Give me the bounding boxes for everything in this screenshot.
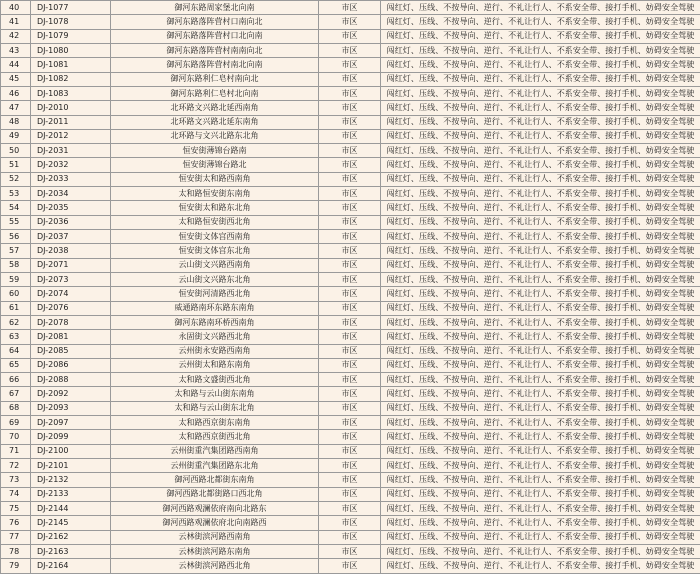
district-cell: 市区 (319, 129, 381, 143)
camera-code-cell: DJ-2078 (31, 315, 111, 329)
violation-types-cell: 闯红灯、压线、不按导向、逆行、不礼让行人、不系安全带、接打手机、妨碍安全驾驶 (381, 487, 700, 501)
district-cell: 市区 (319, 272, 381, 286)
location-cell: 御河东路落阵营村口南向北 (111, 15, 319, 29)
table-row (1, 473, 700, 487)
row-number-cell: 75 (1, 501, 31, 515)
row-number-cell: 61 (1, 301, 31, 315)
table-row (1, 401, 700, 415)
camera-code-cell: DJ-2011 (31, 115, 111, 129)
district-cell: 市区 (319, 344, 381, 358)
location-cell: 恒安街太和路西南角 (111, 172, 319, 186)
violation-types-cell: 闯红灯、压线、不按导向、逆行、不礼让行人、不系安全带、接打手机、妨碍安全驾驶 (381, 301, 700, 315)
location-cell: 御河西路观澜依府南向北路东 (111, 501, 319, 515)
row-number-cell: 56 (1, 230, 31, 244)
table-row (1, 459, 700, 473)
violation-types-cell: 闯红灯、压线、不按导向、逆行、不礼让行人、不系安全带、接打手机、妨碍安全驾驶 (381, 230, 700, 244)
camera-code-cell: DJ-2038 (31, 244, 111, 258)
location-cell: 恒安街文体宫东北角 (111, 244, 319, 258)
row-number-cell: 67 (1, 387, 31, 401)
violation-types-cell: 闯红灯、压线、不按导向、逆行、不礼让行人、不系安全带、接打手机、妨碍安全驾驶 (381, 373, 700, 387)
row-number-cell: 59 (1, 272, 31, 286)
district-cell: 市区 (319, 301, 381, 315)
table-row (1, 272, 700, 286)
location-cell: 恒安街薄锦台路南 (111, 144, 319, 158)
table-row (1, 144, 700, 158)
district-cell: 市区 (319, 58, 381, 72)
table-row (1, 544, 700, 558)
row-number-cell: 55 (1, 215, 31, 229)
table-row (1, 287, 700, 301)
location-cell: 云山街文兴路西南角 (111, 258, 319, 272)
violation-types-cell: 闯红灯、压线、不按导向、逆行、不礼让行人、不系安全带、接打手机、妨碍安全驾驶 (381, 129, 700, 143)
location-cell: 恒安街薄锦台路北 (111, 158, 319, 172)
table-row (1, 516, 700, 530)
row-number-cell: 44 (1, 58, 31, 72)
camera-code-cell: DJ-2085 (31, 344, 111, 358)
violation-types-cell: 闯红灯、压线、不按导向、逆行、不礼让行人、不系安全带、接打手机、妨碍安全驾驶 (381, 344, 700, 358)
district-cell: 市区 (319, 459, 381, 473)
table-row (1, 15, 700, 29)
table-row (1, 43, 700, 57)
table-row (1, 444, 700, 458)
camera-code-cell: DJ-2031 (31, 144, 111, 158)
violation-types-cell: 闯红灯、压线、不按导向、逆行、不礼让行人、不系安全带、接打手机、妨碍安全驾驶 (381, 272, 700, 286)
camera-code-cell: DJ-2092 (31, 387, 111, 401)
camera-code-cell: DJ-2074 (31, 287, 111, 301)
camera-code-cell: DJ-2076 (31, 301, 111, 315)
violation-types-cell: 闯红灯、压线、不按导向、逆行、不礼让行人、不系安全带、接打手机、妨碍安全驾驶 (381, 315, 700, 329)
camera-code-cell: DJ-2086 (31, 358, 111, 372)
row-number-cell: 73 (1, 473, 31, 487)
row-number-cell: 53 (1, 187, 31, 201)
violation-types-cell: 闯红灯、压线、不按导向、逆行、不礼让行人、不系安全带、接打手机、妨碍安全驾驶 (381, 29, 700, 43)
location-cell: 云林街滨河路西北角 (111, 559, 319, 573)
district-cell: 市区 (319, 86, 381, 100)
camera-code-cell: DJ-2101 (31, 459, 111, 473)
district-cell: 市区 (319, 201, 381, 215)
violation-types-cell: 闯红灯、压线、不按导向、逆行、不礼让行人、不系安全带、接打手机、妨碍安全驾驶 (381, 201, 700, 215)
district-cell: 市区 (319, 215, 381, 229)
row-number-cell: 71 (1, 444, 31, 458)
violation-types-cell: 闯红灯、压线、不按导向、逆行、不礼让行人、不系安全带、接打手机、妨碍安全驾驶 (381, 244, 700, 258)
row-number-cell: 43 (1, 43, 31, 57)
violation-types-cell: 闯红灯、压线、不按导向、逆行、不礼让行人、不系安全带、接打手机、妨碍安全驾驶 (381, 144, 700, 158)
location-cell: 云州街重汽集团路西南角 (111, 444, 319, 458)
district-cell: 市区 (319, 401, 381, 415)
row-number-cell: 52 (1, 172, 31, 186)
camera-code-cell: DJ-2164 (31, 559, 111, 573)
violation-types-cell: 闯红灯、压线、不按导向、逆行、不礼让行人、不系安全带、接打手机、妨碍安全驾驶 (381, 544, 700, 558)
table-row (1, 1, 700, 15)
location-cell: 御河西路北都街东南角 (111, 473, 319, 487)
location-cell: 御河东路利仁皂村南向北 (111, 72, 319, 86)
violation-types-cell: 闯红灯、压线、不按导向、逆行、不礼让行人、不系安全带、接打手机、妨碍安全驾驶 (381, 43, 700, 57)
table-row (1, 358, 700, 372)
camera-code-cell: DJ-1081 (31, 58, 111, 72)
violation-types-cell: 闯红灯、压线、不按导向、逆行、不礼让行人、不系安全带、接打手机、妨碍安全驾驶 (381, 387, 700, 401)
row-number-cell: 54 (1, 201, 31, 215)
district-cell: 市区 (319, 358, 381, 372)
violation-types-cell: 闯红灯、压线、不按导向、逆行、不礼让行人、不系安全带、接打手机、妨碍安全驾驶 (381, 101, 700, 115)
row-number-cell: 49 (1, 129, 31, 143)
district-cell: 市区 (319, 187, 381, 201)
table-row (1, 315, 700, 329)
row-number-cell: 62 (1, 315, 31, 329)
camera-code-cell: DJ-2033 (31, 172, 111, 186)
row-number-cell: 48 (1, 115, 31, 129)
row-number-cell: 42 (1, 29, 31, 43)
district-cell: 市区 (319, 430, 381, 444)
table-row (1, 72, 700, 86)
location-cell: 御河东路周家堡北向南 (111, 1, 319, 15)
location-cell: 云山街文兴路东北角 (111, 272, 319, 286)
camera-code-cell: DJ-2081 (31, 330, 111, 344)
district-cell: 市区 (319, 158, 381, 172)
camera-code-cell: DJ-1080 (31, 43, 111, 57)
camera-code-cell: DJ-1077 (31, 1, 111, 15)
violation-types-cell: 闯红灯、压线、不按导向、逆行、不礼让行人、不系安全带、接打手机、妨碍安全驾驶 (381, 72, 700, 86)
location-cell: 云州街重汽集团路东北角 (111, 459, 319, 473)
row-number-cell: 45 (1, 72, 31, 86)
location-cell: 御河东路落阵营村南南向北 (111, 43, 319, 57)
camera-code-cell: DJ-2036 (31, 215, 111, 229)
location-cell: 永固街文兴路西北角 (111, 330, 319, 344)
district-cell: 市区 (319, 330, 381, 344)
table-row (1, 230, 700, 244)
violation-types-cell: 闯红灯、压线、不按导向、逆行、不礼让行人、不系安全带、接打手机、妨碍安全驾驶 (381, 459, 700, 473)
district-cell: 市区 (319, 373, 381, 387)
district-cell: 市区 (319, 15, 381, 29)
camera-code-cell: DJ-2088 (31, 373, 111, 387)
row-number-cell: 46 (1, 86, 31, 100)
row-number-cell: 47 (1, 101, 31, 115)
violation-types-cell: 闯红灯、压线、不按导向、逆行、不礼让行人、不系安全带、接打手机、妨碍安全驾驶 (381, 516, 700, 530)
table-row (1, 101, 700, 115)
violation-types-cell: 闯红灯、压线、不按导向、逆行、不礼让行人、不系安全带、接打手机、妨碍安全驾驶 (381, 287, 700, 301)
violation-types-cell: 闯红灯、压线、不按导向、逆行、不礼让行人、不系安全带、接打手机、妨碍安全驾驶 (381, 559, 700, 573)
district-cell: 市区 (319, 244, 381, 258)
location-cell: 恒安街河清路西北角 (111, 287, 319, 301)
violation-types-cell: 闯红灯、压线、不按导向、逆行、不礼让行人、不系安全带、接打手机、妨碍安全驾驶 (381, 158, 700, 172)
camera-code-cell: DJ-1079 (31, 29, 111, 43)
violation-types-cell: 闯红灯、压线、不按导向、逆行、不礼让行人、不系安全带、接打手机、妨碍安全驾驶 (381, 172, 700, 186)
camera-code-cell: DJ-2163 (31, 544, 111, 558)
location-cell: 御河西路北都街路口西北角 (111, 487, 319, 501)
row-number-cell: 74 (1, 487, 31, 501)
camera-code-cell: DJ-2012 (31, 129, 111, 143)
row-number-cell: 65 (1, 358, 31, 372)
camera-code-cell: DJ-2097 (31, 416, 111, 430)
location-cell: 太和路与云山街东北角 (111, 401, 319, 415)
district-cell: 市区 (319, 72, 381, 86)
table-row (1, 86, 700, 100)
row-number-cell: 64 (1, 344, 31, 358)
location-cell: 御河东路落阵营村南北向南 (111, 58, 319, 72)
violation-types-cell: 闯红灯、压线、不按导向、逆行、不礼让行人、不系安全带、接打手机、妨碍安全驾驶 (381, 86, 700, 100)
table-row (1, 58, 700, 72)
row-number-cell: 66 (1, 373, 31, 387)
violation-types-cell: 闯红灯、压线、不按导向、逆行、不礼让行人、不系安全带、接打手机、妨碍安全驾驶 (381, 473, 700, 487)
camera-code-cell: DJ-2073 (31, 272, 111, 286)
location-cell: 太和路西京街东南角 (111, 416, 319, 430)
district-cell: 市区 (319, 43, 381, 57)
row-number-cell: 40 (1, 1, 31, 15)
camera-code-cell: DJ-2162 (31, 530, 111, 544)
table-row (1, 301, 700, 315)
location-cell: 御河东路利仁皂村北向南 (111, 86, 319, 100)
camera-code-cell: DJ-2071 (31, 258, 111, 272)
location-cell: 恒安街太和路东北角 (111, 201, 319, 215)
district-cell: 市区 (319, 416, 381, 430)
table-row (1, 501, 700, 515)
camera-code-cell: DJ-2010 (31, 101, 111, 115)
table-row (1, 416, 700, 430)
district-cell: 市区 (319, 315, 381, 329)
table-row (1, 29, 700, 43)
violation-types-cell: 闯红灯、压线、不按导向、逆行、不礼让行人、不系安全带、接打手机、妨碍安全驾驶 (381, 430, 700, 444)
row-number-cell: 69 (1, 416, 31, 430)
violation-types-cell: 闯红灯、压线、不按导向、逆行、不礼让行人、不系安全带、接打手机、妨碍安全驾驶 (381, 187, 700, 201)
row-number-cell: 58 (1, 258, 31, 272)
district-cell: 市区 (319, 144, 381, 158)
table-row (1, 373, 700, 387)
location-cell: 御河西路观澜依府北向南路西 (111, 516, 319, 530)
location-cell: 太和路与云山街东南角 (111, 387, 319, 401)
location-cell: 云林街滨河路东南角 (111, 544, 319, 558)
district-cell: 市区 (319, 115, 381, 129)
row-number-cell: 68 (1, 401, 31, 415)
table-row (1, 344, 700, 358)
camera-code-cell: DJ-2133 (31, 487, 111, 501)
camera-code-cell: DJ-2145 (31, 516, 111, 530)
violation-types-cell: 闯红灯、压线、不按导向、逆行、不礼让行人、不系安全带、接打手机、妨碍安全驾驶 (381, 58, 700, 72)
location-cell: 威通路南环东路东南角 (111, 301, 319, 315)
table-row (1, 258, 700, 272)
violation-types-cell: 闯红灯、压线、不按导向、逆行、不礼让行人、不系安全带、接打手机、妨碍安全驾驶 (381, 215, 700, 229)
row-number-cell: 41 (1, 15, 31, 29)
district-cell: 市区 (319, 29, 381, 43)
camera-code-cell: DJ-1078 (31, 15, 111, 29)
district-cell: 市区 (319, 172, 381, 186)
row-number-cell: 70 (1, 430, 31, 444)
location-cell: 北环路与文兴北路东北角 (111, 129, 319, 143)
location-cell: 太和路恒安街西北角 (111, 215, 319, 229)
table-row (1, 158, 700, 172)
table-row (1, 430, 700, 444)
camera-code-cell: DJ-2100 (31, 444, 111, 458)
table-row (1, 487, 700, 501)
row-number-cell: 50 (1, 144, 31, 158)
district-cell: 市区 (319, 487, 381, 501)
table-row (1, 387, 700, 401)
camera-code-cell: DJ-1083 (31, 86, 111, 100)
camera-code-cell: DJ-2132 (31, 473, 111, 487)
location-cell: 云州街永安路西南角 (111, 344, 319, 358)
table-row (1, 244, 700, 258)
location-cell: 太和路文盛街西北角 (111, 373, 319, 387)
violation-types-cell: 闯红灯、压线、不按导向、逆行、不礼让行人、不系安全带、接打手机、妨碍安全驾驶 (381, 416, 700, 430)
location-cell: 北环路文兴路北延东南角 (111, 115, 319, 129)
table-row (1, 530, 700, 544)
location-cell: 御河东路落阵营村口北向南 (111, 29, 319, 43)
district-cell: 市区 (319, 530, 381, 544)
district-cell: 市区 (319, 501, 381, 515)
row-number-cell: 57 (1, 244, 31, 258)
table-row (1, 115, 700, 129)
table-row (1, 330, 700, 344)
camera-code-cell: DJ-2034 (31, 187, 111, 201)
row-number-cell: 79 (1, 559, 31, 573)
location-cell: 太和路恒安街东南角 (111, 187, 319, 201)
violation-types-cell: 闯红灯、压线、不按导向、逆行、不礼让行人、不系安全带、接打手机、妨碍安全驾驶 (381, 1, 700, 15)
violation-types-cell: 闯红灯、压线、不按导向、逆行、不礼让行人、不系安全带、接打手机、妨碍安全驾驶 (381, 258, 700, 272)
table-row (1, 215, 700, 229)
row-number-cell: 51 (1, 158, 31, 172)
district-cell: 市区 (319, 287, 381, 301)
district-cell: 市区 (319, 387, 381, 401)
district-cell: 市区 (319, 473, 381, 487)
table-row (1, 201, 700, 215)
violation-types-cell: 闯红灯、压线、不按导向、逆行、不礼让行人、不系安全带、接打手机、妨碍安全驾驶 (381, 501, 700, 515)
location-cell: 御河东路南环桥西南角 (111, 315, 319, 329)
location-cell: 恒安街文体宫西南角 (111, 230, 319, 244)
violation-types-cell: 闯红灯、压线、不按导向、逆行、不礼让行人、不系安全带、接打手机、妨碍安全驾驶 (381, 15, 700, 29)
camera-code-cell: DJ-2032 (31, 158, 111, 172)
table-body (1, 1, 700, 574)
row-number-cell: 76 (1, 516, 31, 530)
table-row (1, 129, 700, 143)
camera-code-cell: DJ-2035 (31, 201, 111, 215)
violation-types-cell: 闯红灯、压线、不按导向、逆行、不礼让行人、不系安全带、接打手机、妨碍安全驾驶 (381, 401, 700, 415)
table-row (1, 172, 700, 186)
table-row (1, 559, 700, 573)
violation-types-cell: 闯红灯、压线、不按导向、逆行、不礼让行人、不系安全带、接打手机、妨碍安全驾驶 (381, 358, 700, 372)
location-cell: 云州街太和路东南角 (111, 358, 319, 372)
camera-code-cell: DJ-2037 (31, 230, 111, 244)
violation-types-cell: 闯红灯、压线、不按导向、逆行、不礼让行人、不系安全带、接打手机、妨碍安全驾驶 (381, 330, 700, 344)
row-number-cell: 60 (1, 287, 31, 301)
district-cell: 市区 (319, 444, 381, 458)
row-number-cell: 63 (1, 330, 31, 344)
district-cell: 市区 (319, 1, 381, 15)
location-cell: 云林街滨河路西南角 (111, 530, 319, 544)
district-cell: 市区 (319, 544, 381, 558)
row-number-cell: 77 (1, 530, 31, 544)
row-number-cell: 72 (1, 459, 31, 473)
violation-types-cell: 闯红灯、压线、不按导向、逆行、不礼让行人、不系安全带、接打手机、妨碍安全驾驶 (381, 115, 700, 129)
camera-code-cell: DJ-2144 (31, 501, 111, 515)
district-cell: 市区 (319, 559, 381, 573)
location-cell: 北环路文兴路北延西南角 (111, 101, 319, 115)
camera-code-cell: DJ-1082 (31, 72, 111, 86)
location-cell: 太和路西京街西北角 (111, 430, 319, 444)
violation-types-cell: 闯红灯、压线、不按导向、逆行、不礼让行人、不系安全带、接打手机、妨碍安全驾驶 (381, 444, 700, 458)
district-cell: 市区 (319, 101, 381, 115)
camera-code-cell: DJ-2093 (31, 401, 111, 415)
table-row (1, 187, 700, 201)
district-cell: 市区 (319, 516, 381, 530)
camera-code-cell: DJ-2099 (31, 430, 111, 444)
district-cell: 市区 (319, 230, 381, 244)
violation-types-cell: 闯红灯、压线、不按导向、逆行、不礼让行人、不系安全带、接打手机、妨碍安全驾驶 (381, 530, 700, 544)
district-cell: 市区 (319, 258, 381, 272)
row-number-cell: 78 (1, 544, 31, 558)
